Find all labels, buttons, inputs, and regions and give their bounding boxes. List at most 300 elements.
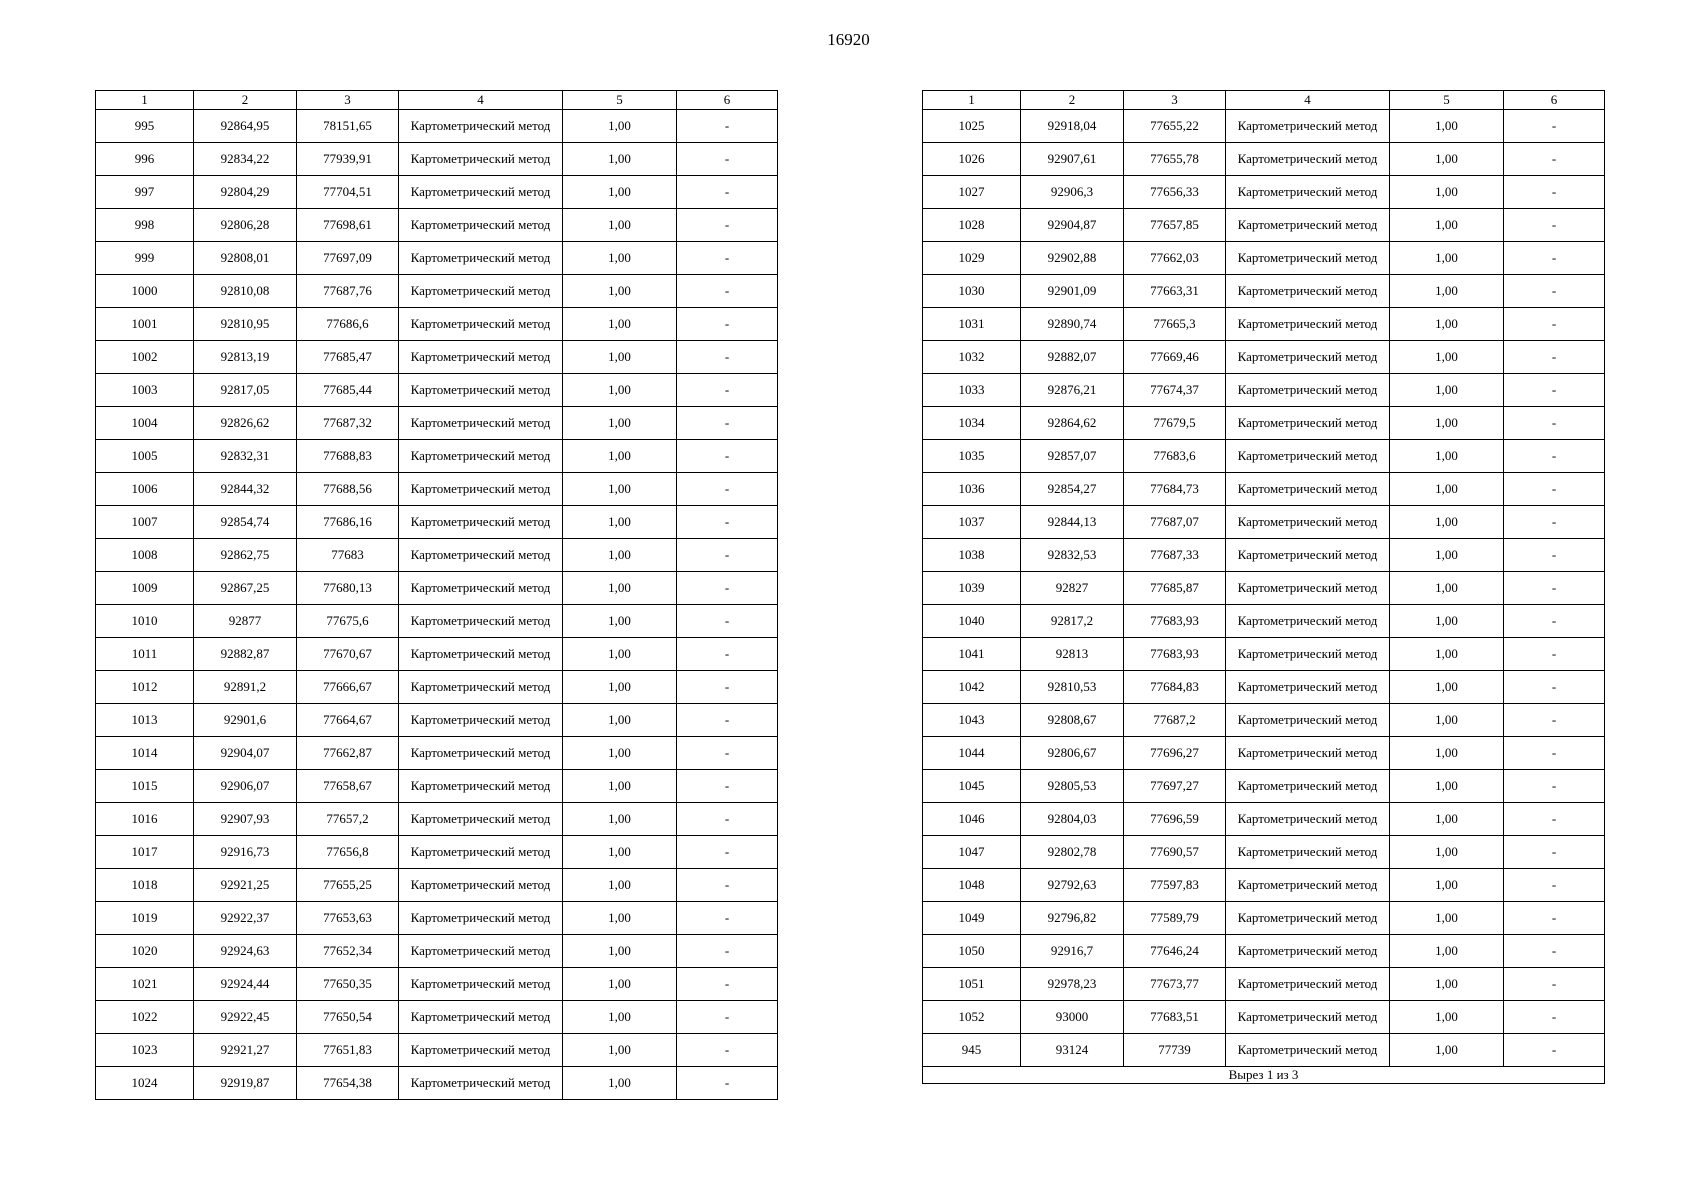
- column-header: 1: [923, 91, 1021, 110]
- table-cell: 996: [96, 143, 194, 176]
- table-row: [96, 242, 778, 275]
- table-cell: 1010: [96, 605, 194, 638]
- table-cell: 1,00: [563, 341, 677, 374]
- table-note-row: [923, 1067, 1605, 1084]
- table-cell: 1,00: [563, 1001, 677, 1034]
- table-cell: 77704,51: [297, 176, 399, 209]
- table-cell: Картометрический метод: [1226, 176, 1390, 209]
- table-cell: 1,00: [1390, 176, 1504, 209]
- table-row: [96, 935, 778, 968]
- table-cell: 92901,6: [194, 704, 297, 737]
- table-cell: 1,00: [563, 440, 677, 473]
- table-cell: 1,00: [563, 176, 677, 209]
- table-cell: 1021: [96, 968, 194, 1001]
- table-cell: 1,00: [563, 143, 677, 176]
- table-cell: Картометрический метод: [1226, 341, 1390, 374]
- table-cell: Картометрический метод: [399, 110, 563, 143]
- table-cell: 77696,59: [1124, 803, 1226, 836]
- table-cell: 77654,38: [297, 1067, 399, 1100]
- table-cell: 77674,37: [1124, 374, 1226, 407]
- table-row: [923, 539, 1605, 572]
- table-cell: -: [1504, 605, 1605, 638]
- table-cell: -: [1504, 1001, 1605, 1034]
- table-cell: 1,00: [563, 968, 677, 1001]
- table-cell: -: [1504, 836, 1605, 869]
- table-cell: 77656,33: [1124, 176, 1226, 209]
- table-row: [96, 1001, 778, 1034]
- table-cell: 92805,53: [1021, 770, 1124, 803]
- table-cell: 1043: [923, 704, 1021, 737]
- table-cell: -: [1504, 737, 1605, 770]
- table-cell: 92808,67: [1021, 704, 1124, 737]
- table-cell: 77683: [297, 539, 399, 572]
- table-cell: 92916,7: [1021, 935, 1124, 968]
- table-cell: 1,00: [1390, 671, 1504, 704]
- column-header: 5: [563, 91, 677, 110]
- table-cell: 1,00: [1390, 704, 1504, 737]
- table-cell: 92826,62: [194, 407, 297, 440]
- table-cell: 92806,67: [1021, 737, 1124, 770]
- table-cell: Картометрический метод: [399, 935, 563, 968]
- table-cell: 77664,67: [297, 704, 399, 737]
- table-cell: -: [1504, 176, 1605, 209]
- table-cell: 92804,29: [194, 176, 297, 209]
- table-cell: -: [677, 110, 778, 143]
- table-cell: 77685,87: [1124, 572, 1226, 605]
- table-cell: Картометрический метод: [1226, 209, 1390, 242]
- table-cell: 92854,27: [1021, 473, 1124, 506]
- table-cell: -: [1504, 704, 1605, 737]
- table-cell: 92921,27: [194, 1034, 297, 1067]
- table-cell: 1041: [923, 638, 1021, 671]
- table-row: [923, 803, 1605, 836]
- table-cell: 92904,07: [194, 737, 297, 770]
- table-cell: Картометрический метод: [1226, 671, 1390, 704]
- table-cell: 1037: [923, 506, 1021, 539]
- table-cell: -: [1504, 275, 1605, 308]
- table-row: [96, 110, 778, 143]
- table-cell: 92876,21: [1021, 374, 1124, 407]
- table-cell: 92916,73: [194, 836, 297, 869]
- table-cell: Картометрический метод: [1226, 968, 1390, 1001]
- table-cell: 92864,95: [194, 110, 297, 143]
- table-cell: -: [677, 1034, 778, 1067]
- table-cell: Картометрический метод: [399, 539, 563, 572]
- table-cell: 1048: [923, 869, 1021, 902]
- table-cell: -: [677, 143, 778, 176]
- table-cell: Картометрический метод: [399, 671, 563, 704]
- table-row: [923, 638, 1605, 671]
- table-cell: 1,00: [1390, 605, 1504, 638]
- table-cell: 92907,93: [194, 803, 297, 836]
- table-cell: -: [1504, 308, 1605, 341]
- table-row: [96, 539, 778, 572]
- table-row: [96, 803, 778, 836]
- table-row: [923, 1001, 1605, 1034]
- table-cell: 77686,6: [297, 308, 399, 341]
- column-header: 3: [1124, 91, 1226, 110]
- table-cell: 1,00: [1390, 242, 1504, 275]
- table-row: [923, 275, 1605, 308]
- table-cell: 78151,65: [297, 110, 399, 143]
- table-cell: -: [677, 572, 778, 605]
- table-cell: 1,00: [1390, 1001, 1504, 1034]
- table-cell: 92810,08: [194, 275, 297, 308]
- table-cell: 92924,44: [194, 968, 297, 1001]
- table-cell: 92891,2: [194, 671, 297, 704]
- table-cell: 1,00: [563, 539, 677, 572]
- table-cell: 92902,88: [1021, 242, 1124, 275]
- table-cell: 1,00: [1390, 440, 1504, 473]
- table-row: [923, 704, 1605, 737]
- table-cell: Картометрический метод: [399, 572, 563, 605]
- table-cell: Картометрический метод: [1226, 275, 1390, 308]
- table-cell: 77698,61: [297, 209, 399, 242]
- table-cell: Картометрический метод: [399, 473, 563, 506]
- table-cell: 1020: [96, 935, 194, 968]
- table-row: [923, 770, 1605, 803]
- table-cell: 92808,01: [194, 242, 297, 275]
- coordinates-table-left: [95, 90, 778, 1100]
- table-row: [96, 407, 778, 440]
- table-cell: 1035: [923, 440, 1021, 473]
- table-cell: 1025: [923, 110, 1021, 143]
- table-row: [923, 374, 1605, 407]
- table-cell: -: [1504, 869, 1605, 902]
- table-cell: -: [677, 869, 778, 902]
- table-cell: -: [677, 770, 778, 803]
- table-cell: -: [677, 341, 778, 374]
- table-cell: 1,00: [563, 209, 677, 242]
- table-cell: 1019: [96, 902, 194, 935]
- table-row: [923, 308, 1605, 341]
- table-cell: Картометрический метод: [399, 737, 563, 770]
- table-cell: 1011: [96, 638, 194, 671]
- table-cell: 92804,03: [1021, 803, 1124, 836]
- table-cell: 1,00: [1390, 473, 1504, 506]
- table-cell: 1042: [923, 671, 1021, 704]
- table-cell: 92922,37: [194, 902, 297, 935]
- table-cell: 92832,53: [1021, 539, 1124, 572]
- table-cell: 1034: [923, 407, 1021, 440]
- table-cell: 1049: [923, 902, 1021, 935]
- column-header: 1: [96, 91, 194, 110]
- table-cell: 1,00: [563, 770, 677, 803]
- table-cell: 1014: [96, 737, 194, 770]
- column-header: 5: [1390, 91, 1504, 110]
- table-cell: 77646,24: [1124, 935, 1226, 968]
- table-cell: -: [1504, 209, 1605, 242]
- table-cell: 92907,61: [1021, 143, 1124, 176]
- table-row: [96, 770, 778, 803]
- table-cell: Картометрический метод: [1226, 770, 1390, 803]
- table-cell: 92922,45: [194, 1001, 297, 1034]
- table-cell: 92832,31: [194, 440, 297, 473]
- table-cell: Картометрический метод: [399, 968, 563, 1001]
- table-cell: Картометрический метод: [1226, 1001, 1390, 1034]
- table-cell: 77657,2: [297, 803, 399, 836]
- table-cell: 1,00: [563, 605, 677, 638]
- table-cell: -: [1504, 440, 1605, 473]
- table-row: [923, 209, 1605, 242]
- table-cell: -: [1504, 374, 1605, 407]
- table-cell: Картометрический метод: [399, 209, 563, 242]
- table-cell: -: [677, 968, 778, 1001]
- table-cell: 77655,22: [1124, 110, 1226, 143]
- table-cell: 77651,83: [297, 1034, 399, 1067]
- table-cell: 1,00: [1390, 836, 1504, 869]
- table-cell: 945: [923, 1034, 1021, 1067]
- table-cell: -: [677, 1067, 778, 1100]
- table-cell: Картометрический метод: [399, 1067, 563, 1100]
- table-row: [96, 572, 778, 605]
- column-header: 3: [297, 91, 399, 110]
- table-cell: 77939,91: [297, 143, 399, 176]
- table-cell: Картометрический метод: [399, 1034, 563, 1067]
- table-cell: 77658,67: [297, 770, 399, 803]
- table-cell: 77683,93: [1124, 638, 1226, 671]
- table-cell: 92813: [1021, 638, 1124, 671]
- table-cell: 1039: [923, 572, 1021, 605]
- table-row: [96, 1067, 778, 1100]
- table-cell: 1,00: [563, 572, 677, 605]
- table-row: [923, 737, 1605, 770]
- page-number: 16920: [827, 30, 870, 49]
- table-cell: 1051: [923, 968, 1021, 1001]
- table-cell: -: [677, 176, 778, 209]
- table-cell: 92817,2: [1021, 605, 1124, 638]
- table-cell: 1,00: [1390, 209, 1504, 242]
- table-row: [923, 605, 1605, 638]
- table-cell: 1,00: [1390, 770, 1504, 803]
- table-cell: 1013: [96, 704, 194, 737]
- table-row: [923, 176, 1605, 209]
- table-cell: 77655,78: [1124, 143, 1226, 176]
- table-cell: 77673,77: [1124, 968, 1226, 1001]
- table-cell: 1,00: [563, 242, 677, 275]
- table-cell: 77662,87: [297, 737, 399, 770]
- table-cell: -: [677, 935, 778, 968]
- table-cell: Картометрический метод: [1226, 902, 1390, 935]
- table-cell: 1029: [923, 242, 1021, 275]
- table-cell: -: [1504, 671, 1605, 704]
- table-cell: -: [677, 440, 778, 473]
- table-row: [96, 869, 778, 902]
- table-row: [96, 506, 778, 539]
- table-cell: 1038: [923, 539, 1021, 572]
- table-row: [923, 935, 1605, 968]
- table-cell: 1040: [923, 605, 1021, 638]
- table-cell: -: [1504, 110, 1605, 143]
- table-row: [923, 242, 1605, 275]
- table-cell: 77683,51: [1124, 1001, 1226, 1034]
- table-cell: 77685,44: [297, 374, 399, 407]
- table-cell: 1,00: [563, 473, 677, 506]
- table-row: [96, 737, 778, 770]
- table-cell: Картометрический метод: [399, 638, 563, 671]
- table-cell: Картометрический метод: [1226, 539, 1390, 572]
- table-cell: -: [1504, 1034, 1605, 1067]
- table-cell: Картометрический метод: [1226, 143, 1390, 176]
- table-cell: Картометрический метод: [399, 374, 563, 407]
- table-cell: 77663,31: [1124, 275, 1226, 308]
- table-cell: 1047: [923, 836, 1021, 869]
- table-cell: 1004: [96, 407, 194, 440]
- table-cell: 92882,07: [1021, 341, 1124, 374]
- table-row: [96, 209, 778, 242]
- table-cell: Картометрический метод: [1226, 473, 1390, 506]
- table-cell: -: [1504, 143, 1605, 176]
- table-cell: Картометрический метод: [399, 1001, 563, 1034]
- table-cell: 1,00: [563, 935, 677, 968]
- table-row: [96, 440, 778, 473]
- table-cell: 1052: [923, 1001, 1021, 1034]
- table-cell: 1,00: [563, 638, 677, 671]
- table-cell: 77655,25: [297, 869, 399, 902]
- table-cell: 1,00: [563, 671, 677, 704]
- table-cell: 77688,83: [297, 440, 399, 473]
- table-cell: 1008: [96, 539, 194, 572]
- table-cell: 92844,32: [194, 473, 297, 506]
- table-cell: 77690,57: [1124, 836, 1226, 869]
- table-cell: 1000: [96, 275, 194, 308]
- table-cell: Картометрический метод: [1226, 803, 1390, 836]
- table-cell: 92877: [194, 605, 297, 638]
- table-cell: Картометрический метод: [399, 902, 563, 935]
- table-cell: 1046: [923, 803, 1021, 836]
- table-cell: 92857,07: [1021, 440, 1124, 473]
- table-cell: 1,00: [563, 803, 677, 836]
- table-cell: 1,00: [1390, 935, 1504, 968]
- table-cell: Картометрический метод: [399, 770, 563, 803]
- table-cell: -: [1504, 902, 1605, 935]
- table-cell: 1,00: [1390, 968, 1504, 1001]
- table-cell: Картометрический метод: [1226, 374, 1390, 407]
- table-note: Вырез 1 из 3: [923, 1067, 1605, 1084]
- table-cell: 1,00: [1390, 902, 1504, 935]
- table-cell: 77697,09: [297, 242, 399, 275]
- table-cell: 1,00: [1390, 539, 1504, 572]
- table-cell: 92906,07: [194, 770, 297, 803]
- table-cell: 1,00: [563, 506, 677, 539]
- table-cell: 1031: [923, 308, 1021, 341]
- table-cell: 92864,62: [1021, 407, 1124, 440]
- table-cell: 1,00: [563, 869, 677, 902]
- table-cell: 77656,8: [297, 836, 399, 869]
- table-cell: 1,00: [563, 902, 677, 935]
- table-header-row: [96, 91, 778, 110]
- table-cell: 92862,75: [194, 539, 297, 572]
- table-cell: -: [677, 242, 778, 275]
- table-cell: -: [677, 506, 778, 539]
- table-cell: 77670,67: [297, 638, 399, 671]
- table-row: [96, 638, 778, 671]
- table-cell: 1024: [96, 1067, 194, 1100]
- table-cell: -: [677, 407, 778, 440]
- table-cell: 77665,3: [1124, 308, 1226, 341]
- table-cell: Картометрический метод: [399, 836, 563, 869]
- table-cell: Картометрический метод: [399, 242, 563, 275]
- table-cell: Картометрический метод: [1226, 110, 1390, 143]
- table-cell: Картометрический метод: [1226, 440, 1390, 473]
- table-cell: 92802,78: [1021, 836, 1124, 869]
- table-cell: -: [1504, 968, 1605, 1001]
- table-cell: 92827: [1021, 572, 1124, 605]
- table-cell: 1,00: [1390, 638, 1504, 671]
- table-cell: Картометрический метод: [1226, 638, 1390, 671]
- table-cell: 92792,63: [1021, 869, 1124, 902]
- table-cell: 92844,13: [1021, 506, 1124, 539]
- table-row: [923, 440, 1605, 473]
- table-cell: 77684,73: [1124, 473, 1226, 506]
- table-cell: Картометрический метод: [399, 869, 563, 902]
- table-row: [923, 110, 1605, 143]
- table-cell: 77666,67: [297, 671, 399, 704]
- column-header: 6: [1504, 91, 1605, 110]
- table-cell: 1001: [96, 308, 194, 341]
- table-cell: 77680,13: [297, 572, 399, 605]
- table-cell: 1,00: [1390, 275, 1504, 308]
- table-cell: 77687,32: [297, 407, 399, 440]
- table-cell: Картометрический метод: [399, 308, 563, 341]
- table-cell: 1022: [96, 1001, 194, 1034]
- table-cell: 1003: [96, 374, 194, 407]
- table-cell: 1,00: [563, 110, 677, 143]
- table-cell: -: [677, 308, 778, 341]
- table-cell: 1,00: [563, 308, 677, 341]
- table-row: [96, 143, 778, 176]
- table-cell: -: [677, 902, 778, 935]
- table-row: [96, 1034, 778, 1067]
- table-cell: 1,00: [1390, 737, 1504, 770]
- table-cell: 77657,85: [1124, 209, 1226, 242]
- table-cell: -: [677, 374, 778, 407]
- table-cell: -: [677, 737, 778, 770]
- table-cell: 1012: [96, 671, 194, 704]
- table-cell: 77679,5: [1124, 407, 1226, 440]
- table-cell: Картометрический метод: [399, 275, 563, 308]
- column-header: 2: [194, 91, 297, 110]
- table-cell: 1026: [923, 143, 1021, 176]
- table-cell: 1002: [96, 341, 194, 374]
- table-row: [96, 968, 778, 1001]
- table-cell: 1030: [923, 275, 1021, 308]
- table-cell: 1016: [96, 803, 194, 836]
- table-cell: 999: [96, 242, 194, 275]
- table-cell: 92834,22: [194, 143, 297, 176]
- table-cell: Картометрический метод: [399, 803, 563, 836]
- table-row: [96, 473, 778, 506]
- table-cell: 1044: [923, 737, 1021, 770]
- table-cell: 1006: [96, 473, 194, 506]
- table-cell: -: [1504, 506, 1605, 539]
- table-row: [96, 836, 778, 869]
- table-cell: Картометрический метод: [1226, 605, 1390, 638]
- table-cell: 92890,74: [1021, 308, 1124, 341]
- table-cell: 1,00: [1390, 308, 1504, 341]
- table-row: [923, 341, 1605, 374]
- table-cell: 1,00: [563, 737, 677, 770]
- table-cell: 1032: [923, 341, 1021, 374]
- table-row: [923, 902, 1605, 935]
- table-row: [923, 1034, 1605, 1067]
- table-row: [923, 407, 1605, 440]
- table-cell: 92806,28: [194, 209, 297, 242]
- table-cell: -: [1504, 341, 1605, 374]
- table-cell: -: [677, 275, 778, 308]
- table-cell: 92882,87: [194, 638, 297, 671]
- table-cell: 77675,6: [297, 605, 399, 638]
